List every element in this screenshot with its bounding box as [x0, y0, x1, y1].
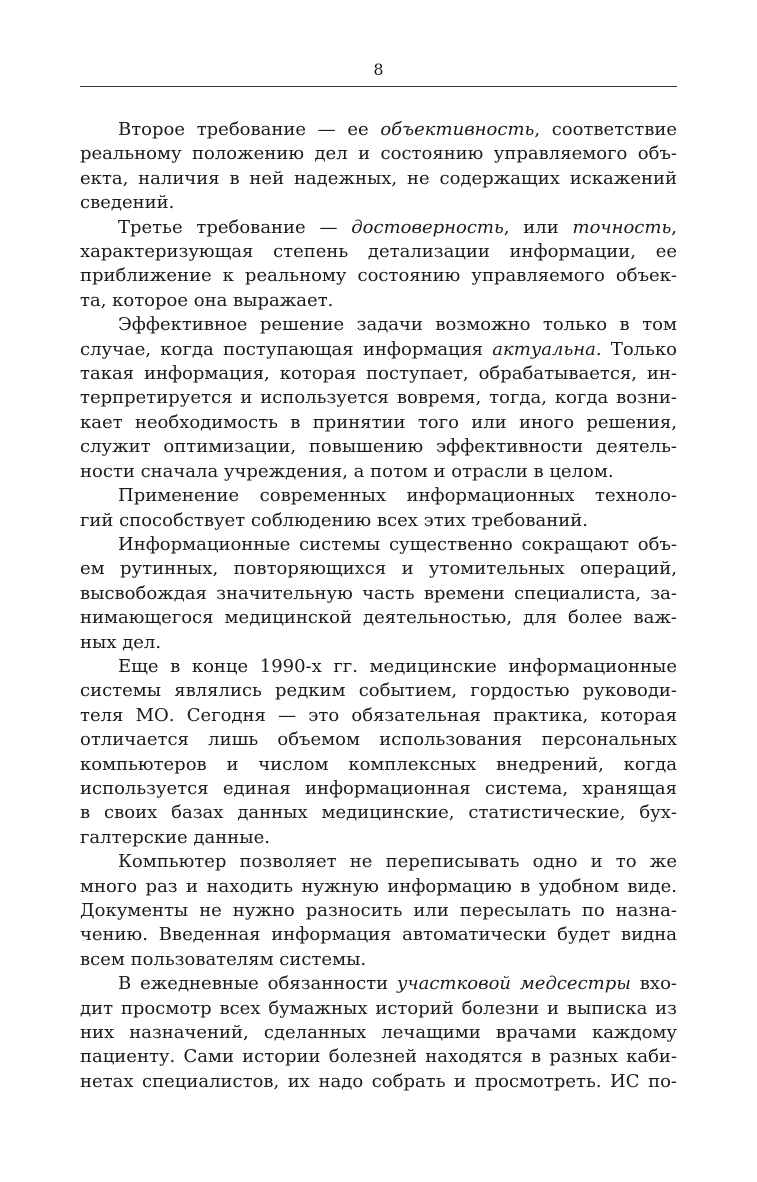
- text-line: такая информация, которая поступает, обрабатывается, ин-: [80, 363, 677, 385]
- text-line: системы являлись редким событием, гордостью руководи-: [80, 680, 677, 702]
- text-line: нетах специалистов, их надо собрать и просмотреть. ИС по-: [80, 1070, 677, 1092]
- text-line: компьютеров и числом комплексных внедрений, когда: [80, 753, 677, 775]
- text-line: используется единая информационная система, хранящая: [80, 777, 677, 799]
- text-line: дит просмотр всех бумажных историй болезни и выписка из: [80, 997, 677, 1019]
- text-line: Информационные системы существенно сокращают объ-: [118, 533, 677, 555]
- text-line: В ежедневные обязанности участковой медсестры вхо-: [118, 973, 677, 995]
- text-line: Документы не нужно разносить или пересылать по назна-: [80, 900, 677, 921]
- text-line: Компьютер позволяет не переписывать одно и то же: [118, 851, 677, 873]
- text-line: служит оптимизации, повышению эффективности деятель-: [80, 436, 677, 458]
- page-number: 8: [373, 60, 384, 79]
- text-line: ных дел.: [80, 631, 162, 653]
- paragraph: [80, 118, 677, 216]
- text-line: ности сначала учреждения, а потом и отрасли в целом.: [80, 460, 614, 482]
- text-line: та, которое она выражает.: [80, 289, 334, 311]
- text-line: терпретируется и используется вовремя, тогда, когда возни-: [80, 387, 677, 409]
- paragraph: [80, 972, 677, 1094]
- text-line: Эффективное решение задачи возможно только в том: [118, 314, 677, 336]
- text-line: в своих базах данных медицинские, статистические, бух-: [80, 802, 677, 824]
- emphasized-term: актуальна: [492, 338, 596, 360]
- paragraph: [80, 533, 677, 655]
- emphasized-term: достоверность: [351, 216, 504, 238]
- text-line: реальному положению дел и состоянию управляемого объ-: [80, 143, 677, 165]
- paragraph: [80, 216, 677, 314]
- paragraph: [80, 850, 677, 972]
- text-line: ем рутинных, повторяющихся и утомительных операций,: [80, 558, 677, 580]
- paragraph: [80, 484, 677, 533]
- text-line: много раз и находить нужную информацию в удобном виде.: [80, 875, 677, 897]
- text-line: Применение современных информационных техноло-: [118, 485, 677, 507]
- text-line: характеризующая степень детализации информации, ее: [80, 241, 677, 263]
- paragraph: [80, 313, 677, 484]
- text-line: них назначений, сделанных лечащими врачами каждому: [80, 1022, 677, 1044]
- text-line: нимающегося медицинской деятельностью, для более важ-: [80, 607, 677, 629]
- emphasized-term: объективность: [380, 119, 535, 140]
- text-line: галтерские данные.: [80, 826, 270, 848]
- emphasized-term: участковой медсестры: [396, 973, 631, 995]
- text-line: Третье требование — достоверность, или точность,: [118, 216, 677, 238]
- text-line: екта, наличия в ней надежных, не содержащих искажений: [80, 167, 677, 189]
- text-line: кает необходимость в принятии того или иного решения,: [80, 411, 677, 433]
- text-line: всем пользователям системы.: [80, 948, 367, 970]
- text-line: Второе требование — ее объективность, соответствие: [118, 119, 677, 140]
- paragraph: [80, 655, 677, 850]
- text-line: приближение к реальному состоянию управляемого объек-: [80, 265, 677, 287]
- text-line: теля МО. Сегодня — это обязательная практика, которая: [80, 704, 677, 726]
- text-line: высвобождая значительную часть времени специалиста, за-: [80, 582, 677, 604]
- body-text: [80, 118, 677, 1094]
- text-line: случае, когда поступающая информация актуальна. Только: [80, 338, 678, 360]
- page-header: [80, 60, 677, 87]
- text-line: отличается лишь объемом использования персональных: [80, 729, 677, 751]
- emphasized-term: точность: [572, 216, 672, 238]
- text-line: сведений.: [80, 192, 175, 214]
- text-line: чению. Введенная информация автоматически будет видна: [80, 924, 677, 946]
- text-line: гий способствует соблюдению всех этих требований.: [80, 509, 588, 531]
- text-line: пациенту. Сами истории болезней находятся в разных каби-: [80, 1046, 677, 1068]
- text-line: Еще в конце 1990-х гг. медицинские информационные: [118, 655, 677, 677]
